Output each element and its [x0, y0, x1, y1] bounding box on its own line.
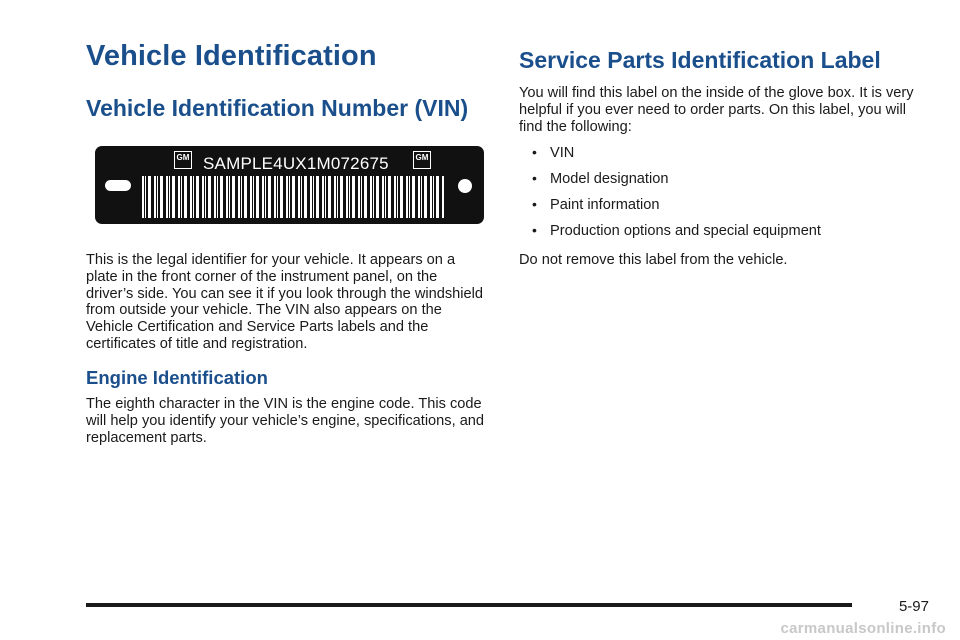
barcode-bar [175, 176, 178, 218]
closing-note: Do not remove this label from the vehicle. [519, 252, 788, 268]
barcode-bar [247, 176, 250, 218]
barcode-bar [192, 176, 193, 218]
barcode-bar [314, 176, 316, 218]
page-number: 5-97 [898, 598, 929, 615]
barcode-bar [168, 176, 169, 218]
barcode-bar [386, 176, 388, 218]
barcode-bar [295, 176, 298, 218]
barcode-bar [163, 176, 166, 218]
barcode-bar [223, 176, 226, 218]
list-item-label: Production options and special equipment [550, 223, 821, 239]
barcode-bar [422, 176, 424, 218]
barcode-bar [427, 176, 430, 218]
barcode-bar [144, 176, 145, 218]
barcode-bar [319, 176, 322, 218]
barcode-bar [391, 176, 394, 218]
list-item-label: Paint information [550, 197, 660, 213]
barcode-bar [408, 176, 409, 218]
list-item [519, 197, 821, 223]
barcode-bar [343, 176, 346, 218]
barcode-bar [379, 176, 382, 218]
barcode-bar [242, 176, 244, 218]
barcode-bar [187, 176, 190, 218]
footer-divider [86, 603, 852, 607]
barcode-bar [396, 176, 397, 218]
barcode-bar [348, 176, 349, 218]
barcode-bar [374, 176, 376, 218]
barcode-bar [331, 176, 334, 218]
barcode-bar [182, 176, 184, 218]
barcode-bar [326, 176, 328, 218]
engine-heading: Engine Identification [86, 367, 268, 388]
service-parts-heading: Service Parts Identification Label [519, 47, 881, 73]
barcode-bar [420, 176, 421, 218]
barcode-bar [372, 176, 373, 218]
barcode-bar [194, 176, 196, 218]
barcode-bar [384, 176, 385, 218]
barcode-bar [240, 176, 241, 218]
barcode-bar [283, 176, 286, 218]
page-title: Vehicle Identification [86, 40, 377, 72]
barcode-bar [146, 176, 148, 218]
vin-heading: Vehicle Identification Number (VIN) [86, 95, 469, 121]
barcode-bar [302, 176, 304, 218]
gm-logo-text: GM [176, 153, 190, 162]
barcode-bar [276, 176, 277, 218]
service-parts-description: You will find this label on the inside of the glove box. It is very helpful if you ever need to order parts. On this label, you will find the following: [519, 85, 914, 135]
barcode-bar [336, 176, 337, 218]
barcode-bar [206, 176, 208, 218]
barcode-bar [432, 176, 433, 218]
vin-plate-hole [458, 179, 472, 193]
vin-plate-slot [105, 180, 131, 191]
barcode-bar [410, 176, 412, 218]
barcode-bar [415, 176, 418, 218]
vin-plate-illustration [95, 146, 484, 224]
list-item-label: Model designation [550, 171, 669, 187]
barcode-bar [199, 176, 202, 218]
list-item [519, 171, 821, 197]
list-item-label: VIN [550, 145, 575, 161]
barcode-bar [338, 176, 340, 218]
barcode-bar [434, 176, 436, 218]
barcode-bar [278, 176, 280, 218]
barcode-bar [151, 176, 154, 218]
barcode-bar [211, 176, 214, 218]
barcode-bar [156, 176, 157, 218]
service-parts-list [519, 145, 821, 249]
barcode-icon [142, 176, 444, 218]
barcode-bar [288, 176, 289, 218]
engine-description: The eighth character in the VIN is the engine code. This code will help you identify your vehicle’s engine, specifications, and replacement parts. [86, 396, 485, 446]
barcode-bar [218, 176, 220, 218]
vin-plate-number: SAMPLE4UX1M072675 [203, 154, 389, 173]
barcode-bar [235, 176, 238, 218]
barcode-bar [228, 176, 229, 218]
barcode-bar [324, 176, 325, 218]
bullet-icon: • [532, 196, 537, 212]
barcode-bar [307, 176, 310, 218]
gm-logo-icon [413, 151, 431, 169]
bullet-icon: • [532, 222, 537, 238]
vin-description: This is the legal identifier for your vehicle. It appears on a plate in the front corner of the instrument panel, on the driver’s side. You can see it if you look through the windshield from outside your vehicle. The VIN also appears on the Vehicle Certification and Service Parts labels and the certificates of title and registration. [86, 252, 483, 352]
barcode-bar [170, 176, 172, 218]
barcode-bar [271, 176, 274, 218]
gm-logo-text: GM [415, 153, 429, 162]
list-item [519, 145, 821, 171]
barcode-bar [300, 176, 301, 218]
list-item [519, 223, 821, 249]
barcode-bar [360, 176, 361, 218]
barcode-bar [204, 176, 205, 218]
barcode-bar [158, 176, 160, 218]
barcode-bar [398, 176, 400, 218]
barcode-bar [254, 176, 256, 218]
watermark: carmanualsonline.info [780, 620, 946, 637]
barcode-bar [230, 176, 232, 218]
barcode-bar [367, 176, 370, 218]
barcode-bar [259, 176, 262, 218]
barcode-bar [290, 176, 292, 218]
barcode-bar [403, 176, 406, 218]
barcode-bar [355, 176, 358, 218]
gm-logo-icon [174, 151, 192, 169]
barcode-bar [216, 176, 217, 218]
barcode-bar [266, 176, 268, 218]
barcode-bar [350, 176, 352, 218]
barcode-bar [252, 176, 253, 218]
barcode-bar [264, 176, 265, 218]
bullet-icon: • [532, 144, 537, 160]
barcode-bar [312, 176, 313, 218]
barcode-bar [362, 176, 364, 218]
bullet-icon: • [532, 170, 537, 186]
barcode-bar [180, 176, 181, 218]
barcode-bar [439, 176, 442, 218]
